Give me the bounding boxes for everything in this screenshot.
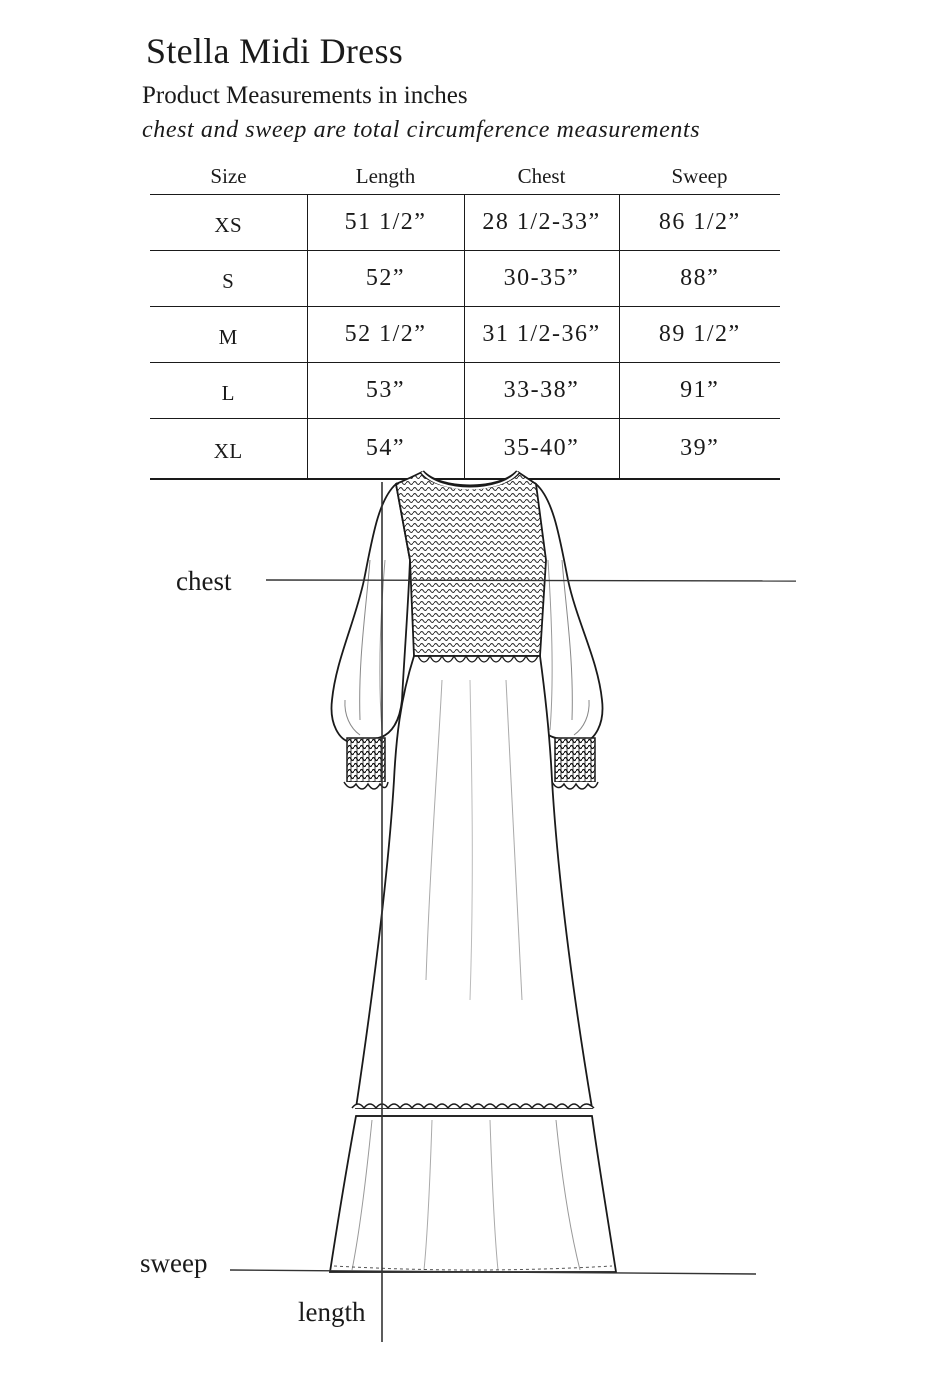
length-cell: 52 1/2”	[307, 307, 464, 363]
size-cell: S	[150, 251, 307, 307]
header-length: Length	[307, 158, 464, 195]
chest-measure-line	[266, 580, 796, 581]
chest-cell: 35-40”	[464, 419, 619, 480]
left-cuff	[347, 738, 385, 782]
size-cell: XS	[150, 195, 307, 251]
length-cell: 53”	[307, 363, 464, 419]
sweep-cell: 88”	[619, 251, 780, 307]
smocked-bodice	[396, 472, 546, 656]
left-sleeve	[331, 484, 410, 742]
chest-label: chest	[176, 566, 232, 596]
size-cell: L	[150, 363, 307, 419]
chest-cell: 33-38”	[464, 363, 619, 419]
chest-cell: 31 1/2-36”	[464, 307, 619, 363]
measurement-note: chest and sweep are total circumference measurements	[142, 117, 701, 143]
right-cuff	[555, 738, 595, 782]
bottom-tier	[330, 1116, 616, 1272]
header-chest: Chest	[464, 158, 619, 195]
sweep-cell: 89 1/2”	[619, 307, 780, 363]
length-cell: 54”	[307, 419, 464, 480]
size-cell: XL	[150, 419, 307, 480]
header-sweep: Sweep	[619, 158, 780, 195]
page-title: Stella Midi Dress	[146, 31, 404, 71]
sweep-label: sweep	[140, 1248, 208, 1278]
sweep-cell: 91”	[619, 363, 780, 419]
sweep-cell: 39”	[619, 419, 780, 480]
chest-cell: 30-35”	[464, 251, 619, 307]
size-cell: M	[150, 307, 307, 363]
page-subtitle: Product Measurements in inches	[142, 82, 468, 109]
chest-cell: 28 1/2-33”	[464, 195, 619, 251]
sweep-cell: 86 1/2”	[619, 195, 780, 251]
length-cell: 52”	[307, 251, 464, 307]
length-cell: 51 1/2”	[307, 195, 464, 251]
length-label: length	[298, 1297, 366, 1327]
header-size: Size	[150, 158, 307, 195]
